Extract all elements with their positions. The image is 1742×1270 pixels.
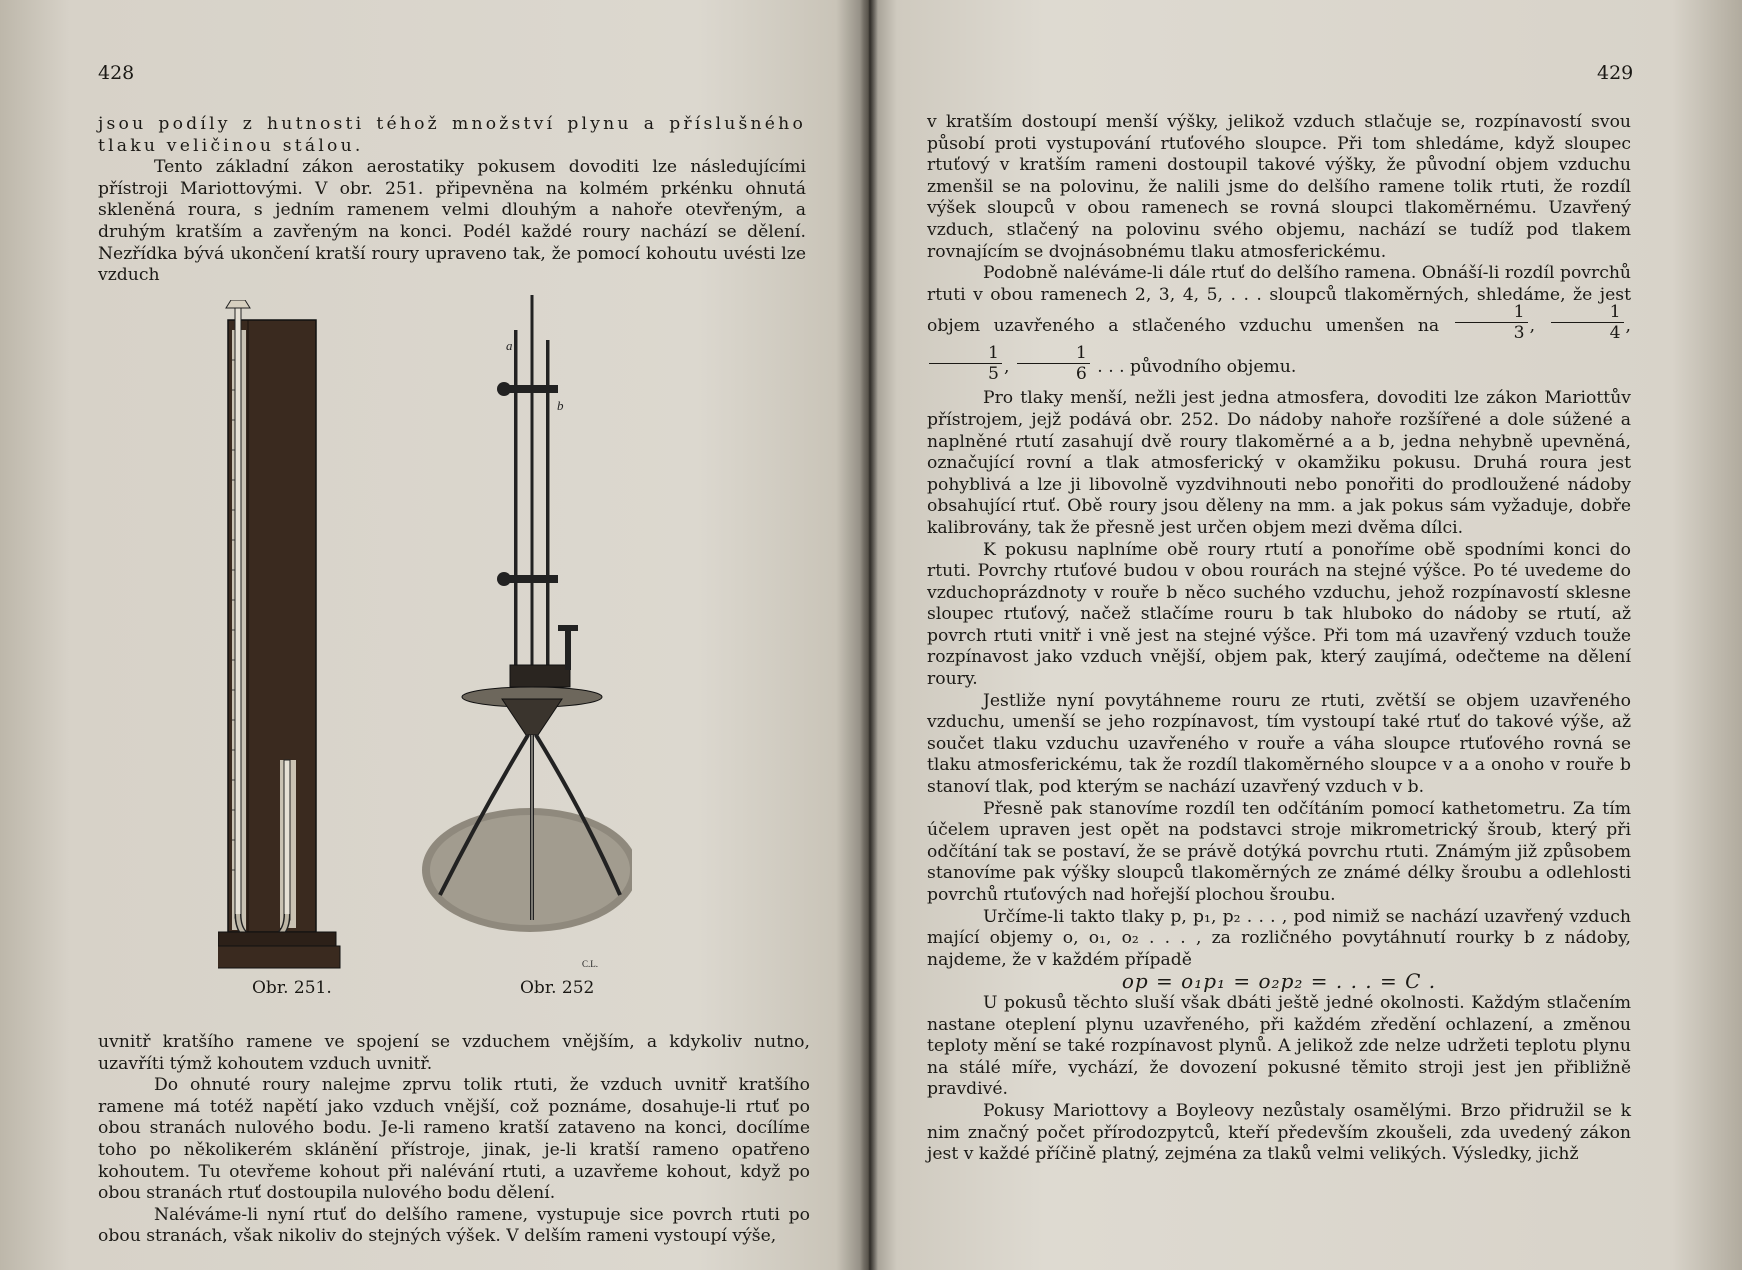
paragraph: Jestliže nyní povytáhneme rouru ze rtuti, zvětší se objem uzavřeného vzduchu, umenší se jeho rozpínavost, tím vystoupí také rtuť do takové výše, až součet tlaku vzduchu uzavřeného v rouře a váha sloupce rtuťového rovná se tlaku atmosferickému, tak že rozdíl tlakoměrného sloupce v a a onoho v rouře b stanoví tlak, pod kterým se nachází uzavřený vzduch v b. bbox=[927, 690, 1631, 798]
fraction: $\frac{1}{6}$ bbox=[1017, 343, 1090, 384]
page-number-right: 429 bbox=[1597, 62, 1634, 84]
paragraph-text: . . . původního objemu. bbox=[1097, 357, 1297, 378]
book-gutter bbox=[860, 0, 878, 1270]
label-a: a bbox=[506, 338, 513, 353]
page-number-left: 428 bbox=[98, 62, 135, 84]
paragraph: jsou podíly z hutnosti téhož množství plynu a příslušného tlaku veličinou stálou. bbox=[98, 114, 806, 156]
paragraph: Pokusy Mariottovy a Boyleovy nezůstaly osamělými. Brzo přidružil se k nim značný počet přírodozpytců, kteří především zkoušeli, zda uvedený zákon jest v každé příčině platný, zejména za tlaků velmi velikých. Výsledky, jichž bbox=[927, 1100, 1631, 1165]
paragraph: Určíme-li takto tlaky p, p₁, p₂ . . . , pod nimiž se nachází uzavřený vzduch mající objemy o, o₁, o₂ . . . , za rozličného povytáhnutí rourky b z nádoby, najdeme, že v každém případě bbox=[927, 906, 1631, 970]
fraction: $\frac{1}{3}$ bbox=[1455, 302, 1528, 343]
paragraph: Do ohnuté roury nalejme zprvu tolik rtuti, že vzduch uvnitř kratšího ramene má totéž napětí jako vzduch vnější, což poznáme, dosahuje-li rtuť po obou stranách nulového bodu. Je-li rameno kratší zataveno na konci, docílíme toho po několikerém sklánění přístroje, jinak, je-li kratší rameno opatřeno kohoutem. Tu otevřeme kohout při nalévání rtuti, a uzavřeme kohout, když po obou stranách rtuť dostoupila nulového bodu dělení. bbox=[98, 1075, 810, 1204]
paragraph-text: Podobně naléváme-li dále rtuť do delšího ramena. Obnáší-li rozdíl povrchů rtuti v obou ramenech 2, 3, 4, 5, . . . sloupců tlakoměrných, shledáme, že jest objem uzavřeného a stlačeného vzduchu umenšen na bbox=[927, 263, 1631, 337]
figure-252-apparatus bbox=[420, 295, 632, 975]
paragraph: K pokusu naplníme obě roury rtutí a ponoříme obě spodními konci do rtuti. Povrchy rtuťové budou v obou rourách na stejné výšce. Po té uvedeme do vzduchoprázdnoty v rouře b něco suchého vzduchu, jehož rozpínavostí sklesne sloupec rtuťový, načež stlačíme rouru b tak hluboko do nádoby se rtutí, až povrch rtuti vnitř i vně jest na stejné výšce. Při tom má uzavřený vzduch touže rozpínavost jako vzduch vnější, objem pak, který zaujímá, odečteme na dělení roury. bbox=[927, 539, 1631, 690]
fraction: $\frac{1}{5}$ bbox=[929, 343, 1002, 384]
figure-signature: C.L. bbox=[582, 959, 599, 969]
label-b: b bbox=[557, 398, 564, 413]
figure-251-caption: Obr. 251. bbox=[252, 978, 332, 998]
paragraph: U pokusů těchto sluší však dbáti ještě jedné okolnosti. Každým stlačením nastane oteplení plynu uzavřeného, při každém zředění ochlazení, a změnou teploty mění se také rozpínavost plynů. A jelikož zde nelze udržeti teplotu plynu na stálé míře, vychází, že dovození pokusné těmito stroji jest jen přibližně pravdivé. bbox=[927, 992, 1631, 1100]
left-text-block-bottom bbox=[98, 1032, 810, 1248]
paragraph: Naléváme-li nyní rtuť do delšího ramene, vystupuje sice povrch rtuti po obou stranách, však nikoliv do stejných výšek. V delším rameni vystoupí výše, bbox=[98, 1204, 810, 1247]
paragraph: Tento základní zákon aerostatiky pokusem dovoditi lze následujícími přístroji Mariottovými. V obr. 251. připevněna na kolmém prkénku ohnutá skleněná roura, s jedním ramenem velmi dlouhým a nahoře otevřeným, a druhým kratším a zavřeným na konci. Podél každé roury nachází se dělení. Nezřídka bývá ukončení kratší roury upraveno tak, že pomocí kohoutu uvésti lze vzduch bbox=[98, 157, 806, 286]
formula: op = o₁p₁ = o₂p₂ = . . . = C . bbox=[1121, 969, 1437, 994]
paragraph: v kratším dostoupí menší výšky, jelikož vzduch stlačuje se, rozpínavostí svou působí proti vystupování rtuťového sloupce. Při tom shledáme, když sloupec rtuťový v kratším rameni dostoupil takové výšky, že původní objem vzduchu zmenšil se na polovinu, že nalili jsme do delšího ramene tolik rtuti, že rozdíl výšek sloupců v obou ramenech se rovná sloupci tlakoměrnému. Uzavřený vzduch, stlačený na polovinu svého objemu, nachází se tudíž pod tlakem rovnajícím se dvojnásobnému tlaku atmosferickému. bbox=[927, 112, 1631, 262]
paragraph: Přesně pak stanovíme rozdíl ten odčítáním pomocí kathetometru. Za tím účelem upraven jest opět na podstavci stroje mikrometrický šroub, který při odčítání tak se postaví, že se právě dotýká povrchu rtuti. Známým již způsobem stanovíme pak výšky sloupců tlakoměrných ze známé délky šroubu a odlehlosti povrchů rtuťových nad hořejší plochou šroubu. bbox=[927, 798, 1631, 905]
right-text-block bbox=[927, 112, 1631, 1166]
left-page bbox=[0, 0, 865, 1270]
paragraph: Pro tlaky menší, nežli jest jedna atmosfera, dovoditi lze zákon Mariottův přístrojem, jejž podává obr. 252. Do nádoby nahoře rozšířené a dole súžené a naplněné rtutí zasahují dvě roury tlakoměrné a a b, jedna nehybně upevněná, označující rovní a tlak atmosferický v okamžiku pokusu. Druhá roura jest pohyblivá a lze ji libovolně vyzdvihnouti nebo ponořiti do prodloužené nádoby obsahující rtuť. Obě roury jsou děleny na mm. a jak pokus sám vyžaduje, dobře kalibrovány, tak že přesně jest určen objem mezi dvěma dílci. bbox=[927, 388, 1631, 538]
paragraph-with-fractions: Podobně naléváme-li dále rtuť do delšího ramena. Obnáší-li rozdíl povrchů rtuti v obou ramenech 2, 3, 4, 5, . . . sloupců tlakoměrných, shledáme, že jest objem uzavřeného a stlačeného vzduchu umenšen na $\frac{1}{3}$ , $\frac{1}{4}$ , $\frac{1}{5}$ , $\frac{1}{6}$ . . . původního objemu. bbox=[927, 263, 1631, 385]
paragraph: uvnitř kratšího ramene ve spojení se vzduchem vnějším, a kdykoliv nutno, uzavříti týmž kohoutem vzduch uvnitř. bbox=[98, 1032, 810, 1074]
figure-252-caption: Obr. 252 bbox=[520, 978, 595, 998]
left-text-block-top bbox=[98, 114, 806, 287]
figure-251-mariotte-tube bbox=[218, 300, 356, 972]
fraction: $\frac{1}{4}$ bbox=[1551, 302, 1624, 343]
